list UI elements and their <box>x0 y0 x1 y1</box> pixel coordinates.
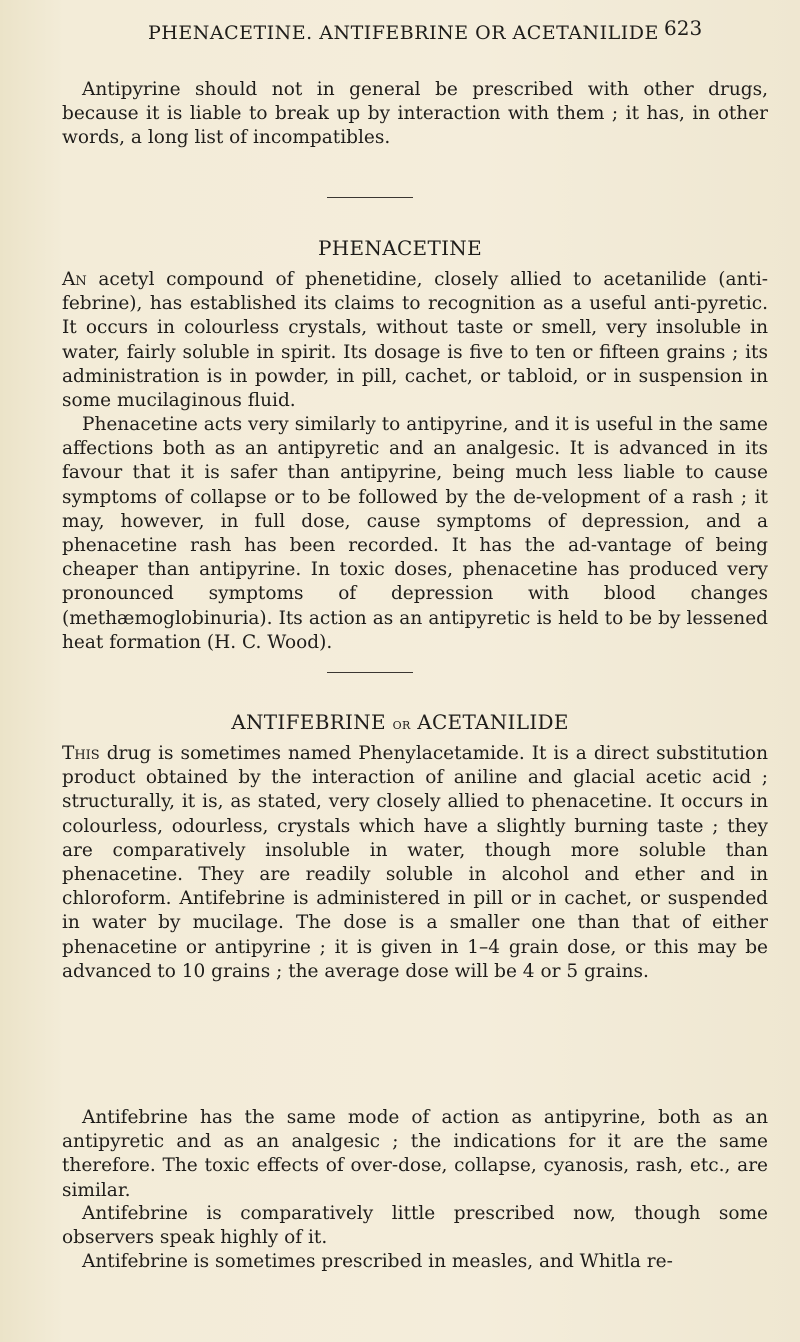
section-heading-antifebrine <box>0 710 800 734</box>
heading-connector: or <box>392 714 411 733</box>
paragraph-text: acetyl compound of phenetidine, closely allied to acetanilide (anti-febrine), has established its claims to recognition as a useful anti-pyretic. It occurs in colourless crystals, without taste or smell, very insoluble in water, fairly soluble in spirit. Its dosage is five to ten or fifteen grains ; its administration is in powder, in pill, cachet, or tabloid, or in suspension in some mucilaginous fluid. <box>62 269 768 412</box>
section-divider <box>327 672 413 673</box>
intro-paragraph: Antipyrine should not in general be prescribed with other drugs, because it is liable to break up by interaction with them ; it has, in other words, a long list of incompatibles. <box>62 79 768 149</box>
antifebrine-paragraph-4: Antifebrine is sometimes prescribed in measles, and Whitla re- <box>82 1251 673 1272</box>
antifebrine-paragraph-1 <box>62 742 768 984</box>
paragraph-text: drug is sometimes named Phenylacetamide. It is a direct substitution product obtained by the interaction of aniline and glacial acetic acid ; structurally, it is, as stated, very closely allied to phenacetine. It occurs in colourless, odourless, crystals which have a slightly burning taste ; they are comparatively insoluble in water, though more soluble than phenacetine. They are readily soluble in alcohol and ether and in chloroform. Antifebrine is administered in pill or in cachet, or suspended in water by mucilage. The dose is a smaller one than that of either phenacetine or antipyrine ; it is given in 1–4 grain dose, or this may be advanced to 10 grains ; the average dose will be 4 or 5 grains. <box>62 743 768 982</box>
heading-part: ANTIFEBRINE <box>231 710 386 734</box>
lead-word: This <box>62 743 100 764</box>
section-heading-phenacetine: PHENACETINE <box>318 236 482 260</box>
lead-word: An <box>62 269 87 290</box>
section-divider <box>327 197 413 198</box>
running-head: PHENACETINE. ANTIFEBRINE OR ACETANILIDE <box>148 22 659 44</box>
antifebrine-paragraph-3: Antifebrine is comparatively little prescribed now, though some observers speak highly of it. <box>62 1203 768 1249</box>
page-number: 623 <box>664 16 703 40</box>
heading-part: ACETANILIDE <box>417 710 569 734</box>
phenacetine-paragraph-2: Phenacetine acts very similarly to antipyrine, and it is useful in the same affections both as an antipyretic and an analgesic. It is advanced in its favour that it is safer than antipyrine, being much less liable to cause symptoms of collapse or to be followed by the de-velopment of a rash ; it may, however, in full dose, cause symptoms of depression, and a phenacetine rash has been recorded. It has the ad-vantage of being cheaper than antipyrine. In toxic doses, phenacetine has produced very pronounced symptoms of depression with blood changes (methæmoglobinuria). Its action as an antipyretic is held to be by lessened heat formation (H. C. Wood). <box>62 414 768 653</box>
phenacetine-paragraph-1 <box>62 268 768 413</box>
antifebrine-paragraph-2: Antifebrine has the same mode of action as antipyrine, both as an antipyretic and as an analgesic ; the indications for it are the same therefore. The toxic effects of over-dose, collapse, cyanosis, rash, etc., are similar. <box>62 1107 768 1201</box>
